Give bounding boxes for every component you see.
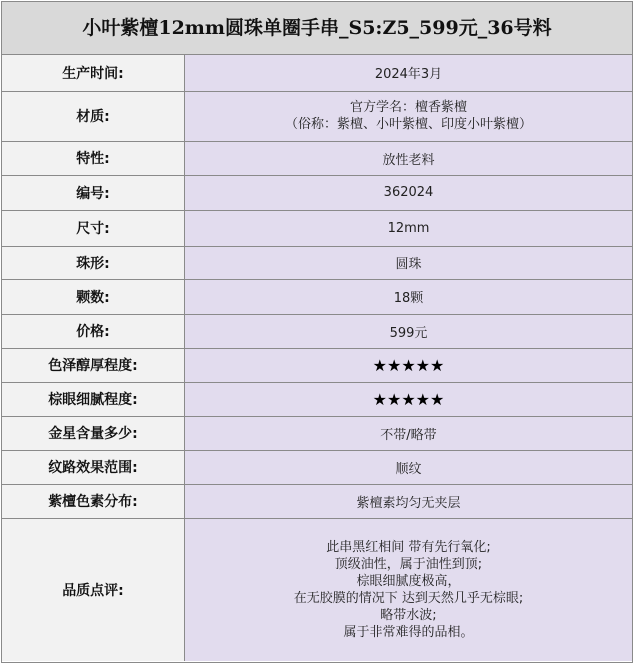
quality-review-label: 品质点评:	[2, 518, 185, 661]
table-row	[2, 348, 632, 382]
serial-number-value: 362024	[185, 175, 633, 210]
size-label: 尺寸:	[2, 210, 185, 246]
quality-review-value	[185, 518, 633, 661]
bead-shape-value: 圆珠	[185, 246, 633, 279]
material-line: （俗称：紫檀、小叶紫檀、印度小叶紫檀）	[284, 117, 532, 132]
pigment-distribution-value: 紫檀素均匀无夹层	[185, 484, 633, 518]
table-row	[2, 518, 632, 661]
gold-star-content-label: 金星含量多少:	[2, 416, 185, 450]
table-row	[2, 484, 632, 518]
color-richness-rating: ★★★★★	[185, 348, 633, 382]
table-row	[2, 141, 632, 175]
product-spec-sheet	[1, 1, 633, 663]
production-date-value: 2024年3月	[185, 55, 633, 91]
table-row	[2, 314, 632, 348]
bead-shape-label: 珠形:	[2, 246, 185, 279]
feature-label: 特性:	[2, 141, 185, 175]
table-row	[2, 450, 632, 484]
table-row	[2, 210, 632, 246]
color-richness-label: 色泽醇厚程度:	[2, 348, 185, 382]
review-line: 略带水波;	[380, 607, 437, 623]
table-row	[2, 55, 632, 91]
bead-count-label: 颗数:	[2, 279, 185, 314]
pigment-distribution-label: 紫檀色素分布:	[2, 484, 185, 518]
table-row	[2, 91, 632, 141]
table-row	[2, 246, 632, 279]
price-value: 599元	[185, 314, 633, 348]
material-line: 官方学名：檀香紫檀	[349, 100, 467, 115]
review-line: 此串黑红相间 带有先行氧化;	[326, 539, 491, 555]
review-line: 顶级油性，属于油性到顶;	[334, 556, 483, 572]
spec-table	[2, 55, 632, 661]
pore-fineness-rating: ★★★★★	[185, 382, 633, 416]
feature-value: 放性老料	[185, 141, 633, 175]
review-line: 属于非常难得的品相。	[343, 624, 474, 640]
table-row	[2, 279, 632, 314]
review-line: 棕眼细腻度极高，	[356, 573, 461, 589]
table-row	[2, 416, 632, 450]
grain-effect-value: 顺纹	[185, 450, 633, 484]
review-line: 在无胶膜的情况下 达到天然几乎无棕眼;	[293, 590, 524, 606]
price-label: 价格:	[2, 314, 185, 348]
production-date-label: 生产时间:	[2, 55, 185, 91]
bead-count-value: 18颗	[185, 279, 633, 314]
gold-star-content-value: 不带/略带	[185, 416, 633, 450]
pore-fineness-label: 棕眼细腻程度:	[2, 382, 185, 416]
table-row	[2, 382, 632, 416]
table-row	[2, 175, 632, 210]
material-value	[185, 91, 633, 141]
material-label: 材质:	[2, 91, 185, 141]
serial-number-label: 编号:	[2, 175, 185, 210]
product-title: 小叶紫檀12mm圆珠单圈手串_S5:Z5_599元_36号料	[2, 2, 632, 55]
size-value: 12mm	[185, 210, 633, 246]
grain-effect-label: 纹路效果范围:	[2, 450, 185, 484]
